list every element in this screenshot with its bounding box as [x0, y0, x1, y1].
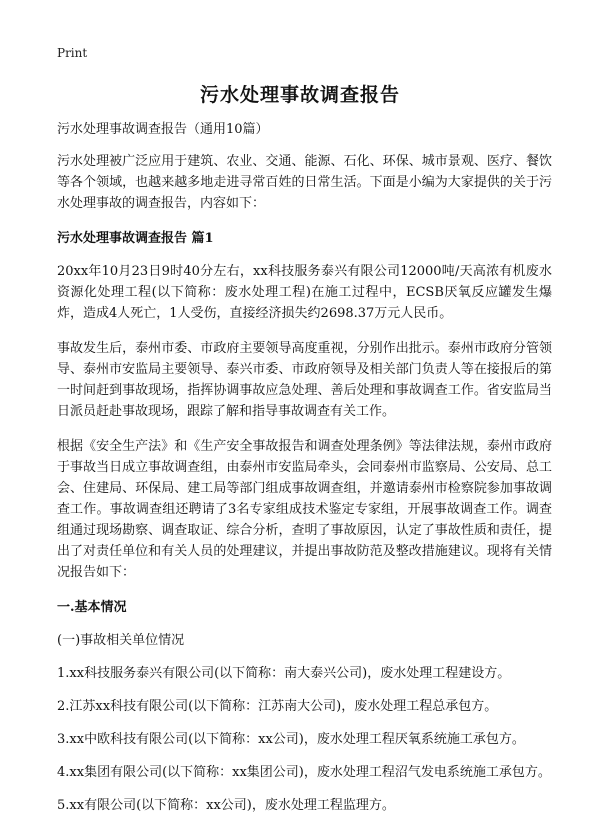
list-item: 4.xx集团有限公司(以下简称：xx集团公司)，废水处理工程沼气发电系统施工承包方。 [57, 765, 551, 780]
article-subtitle: 污水处理事故调查报告（通用10篇） [57, 122, 269, 137]
paragraph: 20xx年10月23日9时40分左右，xx科技服务泰兴有限公司12000吨/天高浓有机废水资源化处理工程(以下简称：废水处理工程)在施工过程中，ECSB厌氧反应罐发生爆炸，造成4人死亡，1人受伤，直接经济损失约2698.37万元人民币。 [57, 264, 552, 321]
subsection-heading: (一)事故相关单位情况 [57, 633, 185, 648]
print-link[interactable]: Print [57, 46, 88, 60]
paragraph: 根据《安全生产法》和《生产安全事故报告和调查处理条例》等法律法规，泰州市政府于事故当日成立事故调查组，由泰州市安监局牵头，会同泰州市监察局、公安局、总工会、住建局、环保局、建工局等部门组成事故调查组，并邀请泰州市检察院参加事故调查工作。事故调查组还聘请了3名专家组成技术鉴定专家组，开展事故调查工作。调查组通过现场勘察、调查取证、综合分析，查明了事故原因，认定了事故性质和责任，提出了对责任单位和有关人员的处理建议，并提出事故防范及整改措施建议。现将有关情况报告如下： [57, 439, 552, 580]
list-item: 1.xx科技服务泰兴有限公司(以下简称：南大泰兴公司)，废水处理工程建设方。 [57, 666, 511, 681]
intro-paragraph: 污水处理被广泛应用于建筑、农业、交通、能源、石化、环保、城市景观、医疗、餐饮等各个领域，也越来越多地走进寻常百姓的日常生活。下面是小编为大家提供的关于污水处理事故的调查报告，内容如下： [57, 154, 552, 211]
page-title: 污水处理事故调查报告 [199, 84, 400, 106]
section-heading-basic-info: 一.基本情况 [57, 600, 127, 615]
paragraph: 事故发生后，泰州市委、市政府主要领导高度重视，分别作出批示。泰州市政府分管领导、泰州市安监局主要领导、泰兴市委、市政府领导及相关部门负责人等在接报后的第一时间赶到事故现场，指挥协调事故应急处理、善后处理和事故调查工作。省安监局当日派员赶赴事故现场，跟踪了解和指导事故调查有关工作。 [57, 341, 552, 419]
list-item: 5.xx有限公司(以下简称：xx公司)，废水处理工程监理方。 [57, 798, 395, 813]
section-heading-part1: 污水处理事故调查报告 篇1 [57, 231, 214, 246]
list-item: 2.江苏xx科技有限公司(以下简称：江苏南大公司)，废水处理工程总承包方。 [57, 699, 498, 714]
article-body [57, 119, 552, 828]
list-item: 3.xx中欧科技有限公司(以下简称：xx公司)，废水处理工程厌氧系统施工承包方。 [57, 732, 525, 747]
